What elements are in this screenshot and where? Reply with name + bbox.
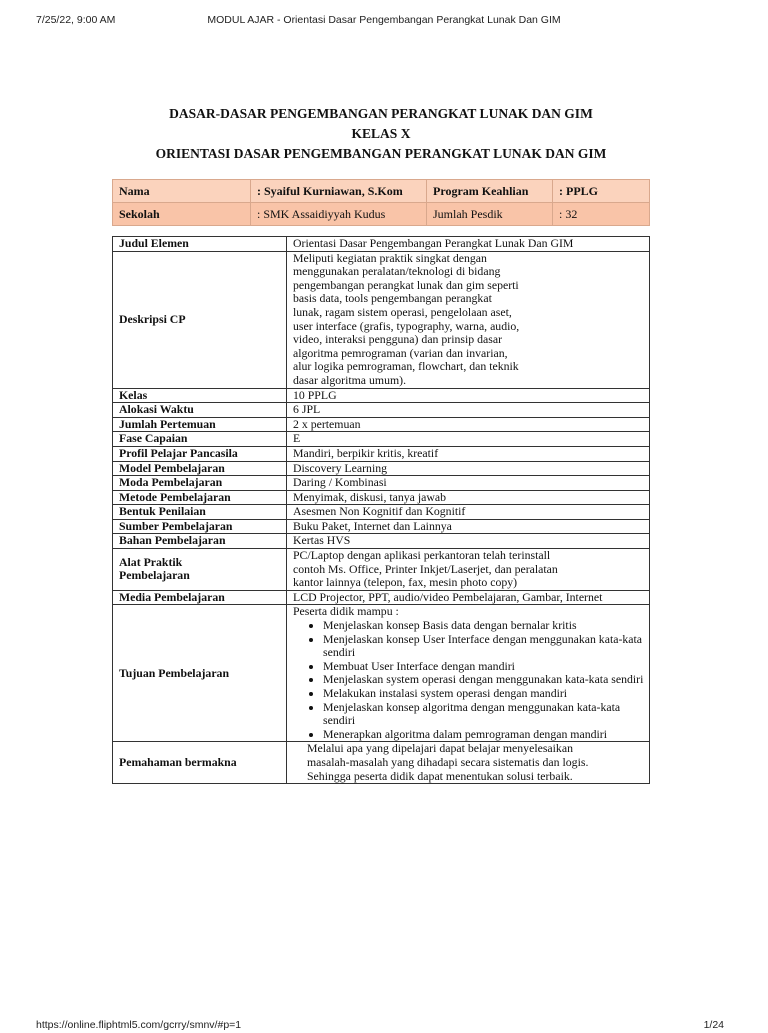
print-page-number: 1/24 bbox=[703, 1019, 724, 1031]
table-row bbox=[113, 251, 650, 388]
info-cell: Sekolah bbox=[113, 203, 251, 226]
row-value: E bbox=[287, 432, 650, 447]
row-label: Media Pembelajaran bbox=[113, 590, 287, 605]
info-cell: Nama bbox=[113, 180, 251, 203]
tujuan-intro: Peserta didik mampu : bbox=[293, 604, 399, 619]
row-label: Bahan Pembelajaran bbox=[113, 534, 287, 549]
row-label: Bentuk Penilaian bbox=[113, 505, 287, 520]
list-item: • Menjelaskan konsep algoritma dengan menggunakan kata-kata sendiri bbox=[323, 701, 646, 728]
info-table bbox=[112, 179, 650, 226]
row-value: Menyimak, diskusi, tanya jawab bbox=[287, 490, 650, 505]
row-label: Alat Praktik Pembelajaran bbox=[113, 549, 287, 591]
table-row bbox=[113, 388, 650, 403]
info-row-sekolah bbox=[113, 203, 650, 226]
table-row bbox=[113, 519, 650, 534]
info-cell: : PPLG bbox=[553, 180, 650, 203]
table-row bbox=[113, 590, 650, 605]
row-value: 10 PPLG bbox=[287, 388, 650, 403]
row-value: Mandiri, berpikir kritis, kreatif bbox=[287, 446, 650, 461]
table-row bbox=[113, 534, 650, 549]
row-value: Melalui apa yang dipelajari dapat belajar menyelesaikan masalah-masalah yang dihadapi secara sistematis dan logis. Sehingga peserta didik dapat menentukan solusi terbaik. bbox=[287, 742, 650, 784]
row-value: Orientasi Dasar Pengembangan Perangkat Lunak Dan GIM bbox=[287, 237, 650, 252]
row-value: Asesmen Non Kognitif dan Kognitif bbox=[287, 505, 650, 520]
main-table bbox=[112, 236, 650, 784]
row-value: LCD Projector, PPT, audio/video Pembelajaran, Gambar, Internet bbox=[287, 590, 650, 605]
list-item: • Menerapkan algoritma dalam pemrograman dengan mandiri bbox=[323, 728, 646, 742]
row-label: Alokasi Waktu bbox=[113, 403, 287, 418]
row-value: Buku Paket, Internet dan Lainnya bbox=[287, 519, 650, 534]
table-row bbox=[113, 549, 650, 591]
table-row bbox=[113, 505, 650, 520]
list-item: • Menjelaskan konsep Basis data dengan bernalar kritis bbox=[323, 619, 646, 633]
info-cell: Program Keahlian bbox=[427, 180, 553, 203]
table-row bbox=[113, 446, 650, 461]
row-label: Deskripsi CP bbox=[113, 251, 287, 388]
row-label: Jumlah Pertemuan bbox=[113, 417, 287, 432]
info-cell: Jumlah Pesdik bbox=[427, 203, 553, 226]
row-label: Profil Pelajar Pancasila bbox=[113, 446, 287, 461]
print-url: https://online.fliphtml5.com/gcrry/smnv/#p=1 bbox=[36, 1019, 242, 1031]
table-row bbox=[113, 417, 650, 432]
row-label: Model Pembelajaran bbox=[113, 461, 287, 476]
table-row bbox=[113, 490, 650, 505]
row-value: 6 JPL bbox=[287, 403, 650, 418]
row-label: Pemahaman bermakna bbox=[113, 742, 287, 784]
tujuan-list bbox=[293, 619, 646, 741]
list-item: • Menjelaskan system operasi dengan menggunakan kata-kata sendiri bbox=[323, 673, 646, 687]
list-item: • Membuat User Interface dengan mandiri bbox=[323, 660, 646, 674]
info-cell: : Syaiful Kurniawan, S.Kom bbox=[251, 180, 427, 203]
row-label: Metode Pembelajaran bbox=[113, 490, 287, 505]
table-row bbox=[113, 432, 650, 447]
doc-title-line1: DASAR-DASAR PENGEMBANGAN PERANGKAT LUNAK DAN GIM bbox=[169, 106, 593, 121]
row-label: Tujuan Pembelajaran bbox=[113, 605, 287, 742]
table-row bbox=[113, 403, 650, 418]
row-value: Kertas HVS bbox=[287, 534, 650, 549]
doc-title-line3: ORIENTASI DASAR PENGEMBANGAN PERANGKAT LUNAK DAN GIM bbox=[155, 146, 607, 161]
table-row bbox=[113, 605, 650, 742]
table-row bbox=[113, 742, 650, 784]
info-row-nama bbox=[113, 180, 650, 203]
row-value: PC/Laptop dengan aplikasi perkantoran telah terinstall contoh Ms. Office, Printer Inkjet/Laserjet, dan peralatan kantor lainnya (telepon, fax, mesin photo copy) bbox=[287, 549, 650, 591]
row-label: Fase Capaian bbox=[113, 432, 287, 447]
list-item: • Melakukan instalasi system operasi dengan mandiri bbox=[323, 687, 646, 701]
table-row bbox=[113, 476, 650, 491]
list-item: • Menjelaskan konsep User Interface dengan menggunakan kata-kata sendiri bbox=[323, 633, 646, 660]
row-value: Discovery Learning bbox=[287, 461, 650, 476]
document-page bbox=[112, 104, 650, 784]
print-title: MODUL AJAR - Orientasi Dasar Pengembangan Perangkat Lunak Dan GIM bbox=[207, 14, 561, 26]
table-row bbox=[113, 237, 650, 252]
doc-title-line2: KELAS X bbox=[351, 126, 411, 141]
print-footer bbox=[0, 1019, 768, 1033]
row-label: Moda Pembelajaran bbox=[113, 476, 287, 491]
row-value bbox=[287, 605, 650, 742]
table-row bbox=[113, 461, 650, 476]
row-value: 2 x pertemuan bbox=[287, 417, 650, 432]
row-value: Meliputi kegiatan praktik singkat dengan menggunakan peralatan/teknologi di bidang pengembangan perangkat lunak dan gim seperti basis data, tools pengembangan perangkat lunak, ragam sistem operasi, pengelolaan aset, user interface (grafis, typography, warna, audio, video, interaksi pengguna) dan prinsip dasar algoritma pemrograman (varian dan invarian, alur logika pemrograman, flowchart, dan teknik dasar algoritma umum). bbox=[287, 251, 650, 388]
print-datetime: 7/25/22, 9:00 AM bbox=[36, 14, 116, 26]
row-label: Sumber Pembelajaran bbox=[113, 519, 287, 534]
row-value: Daring / Kombinasi bbox=[287, 476, 650, 491]
row-label: Judul Elemen bbox=[113, 237, 287, 252]
print-header bbox=[0, 14, 768, 28]
row-label: Kelas bbox=[113, 388, 287, 403]
info-cell: : 32 bbox=[553, 203, 650, 226]
info-cell: : SMK Assaidiyyah Kudus bbox=[251, 203, 427, 226]
